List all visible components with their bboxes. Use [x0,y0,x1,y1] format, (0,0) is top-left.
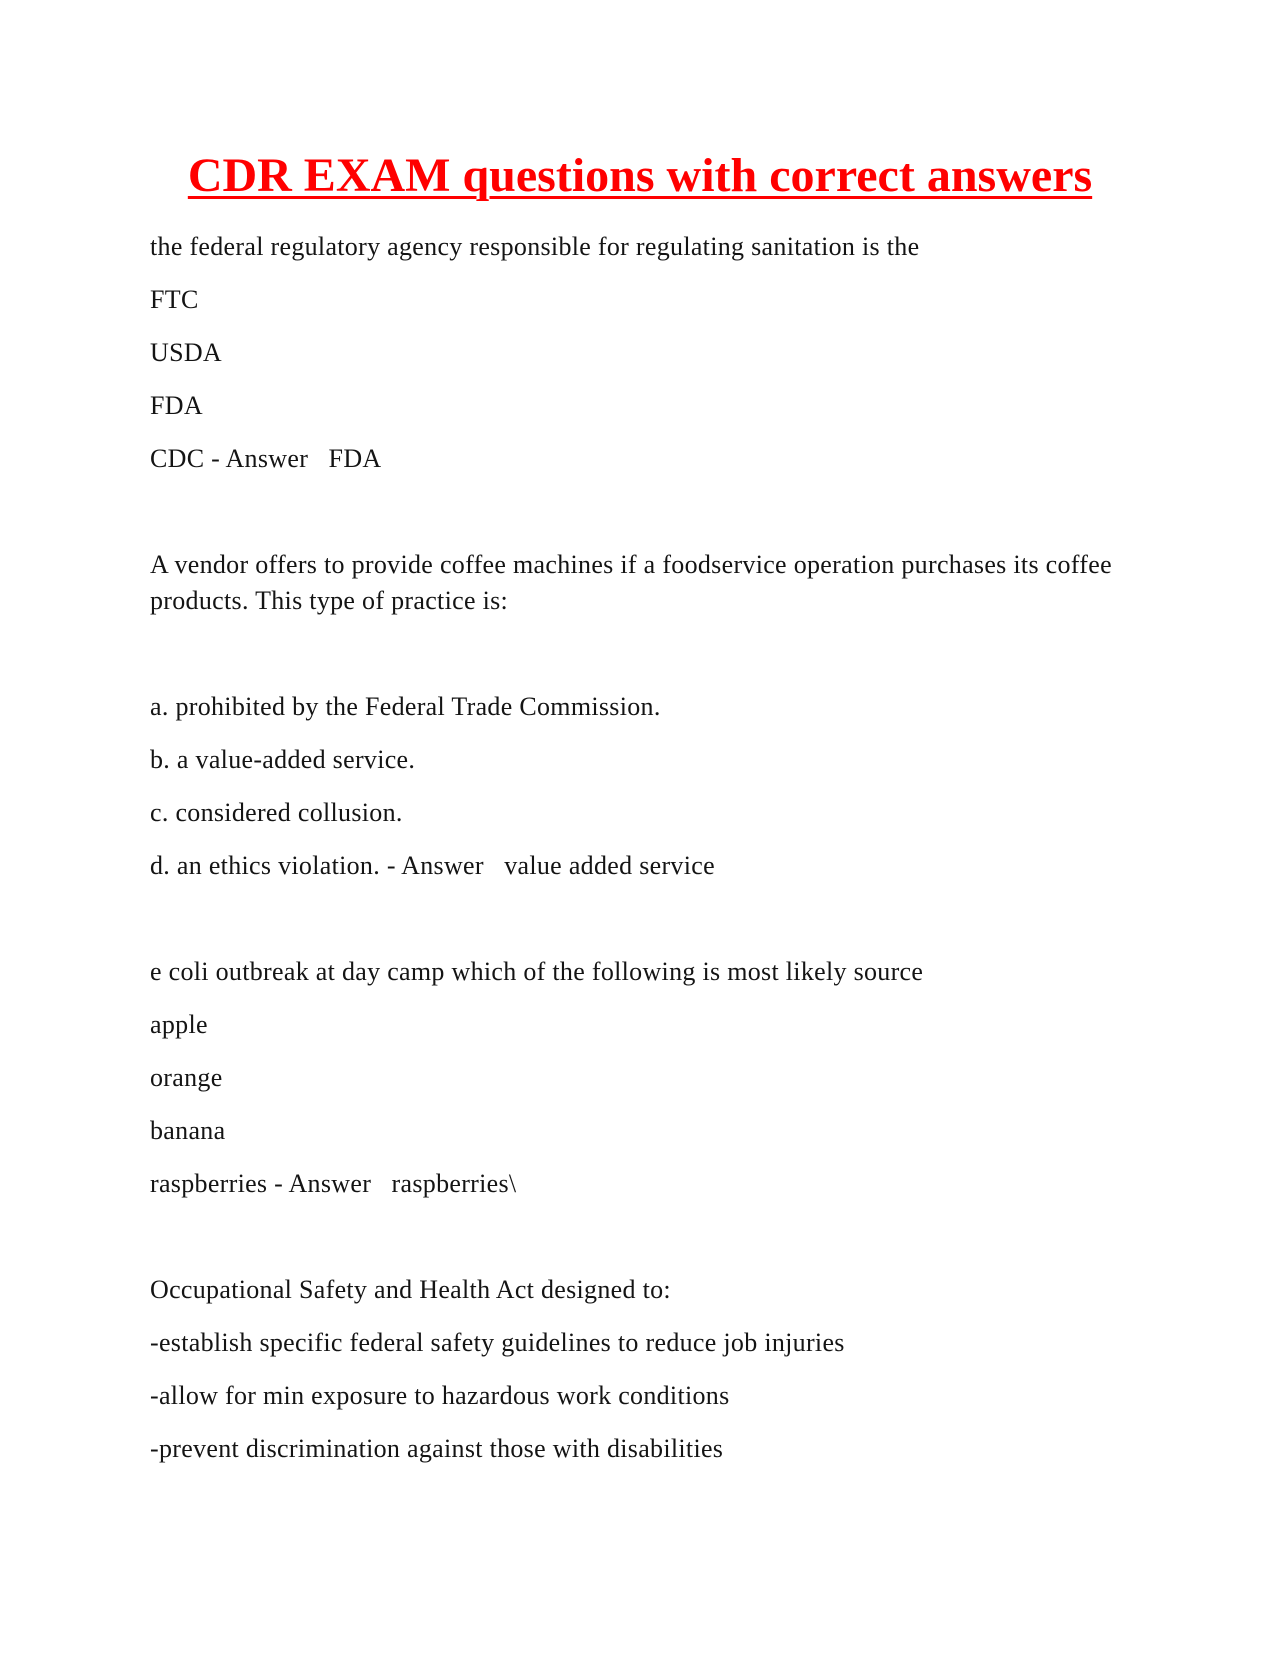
question-3-option: orange [150,1063,223,1092]
question-1-option: FTC [150,285,199,314]
question-4-option: -prevent discrimination against those with disabilities [150,1434,724,1463]
document-body [150,229,1150,1484]
question-3-answer: raspberries - Answer raspberries\ [150,1169,517,1198]
question-4-prompt: Occupational Safety and Health Act designed to: [150,1275,671,1304]
spacer [150,901,1150,954]
spacer [150,494,1150,547]
question-4-option: -allow for min exposure to hazardous work conditions [150,1381,730,1410]
spacer [150,1219,1150,1272]
question-3-prompt: e coli outbreak at day camp which of the following is most likely source [150,957,924,986]
document-title: CDR EXAM questions with correct answers [187,149,1093,202]
question-2-option: c. considered collusion. [150,798,403,827]
question-3-option: apple [150,1010,208,1039]
question-1-prompt: the federal regulatory agency responsible for regulating sanitation is the [150,232,920,261]
question-3-option: banana [150,1116,226,1145]
question-1-option: USDA [150,338,222,367]
question-2-answer: d. an ethics violation. - Answer value added service [150,851,715,880]
question-2-prompt: A vendor offers to provide coffee machines if a foodservice operation purchases its coffee products. This type of practice is: [150,550,1119,615]
question-1-answer: CDC - Answer FDA [150,444,382,473]
spacer [150,636,1150,689]
question-2-option: a. prohibited by the Federal Trade Commission. [150,692,661,721]
question-1-option: FDA [150,391,203,420]
question-2-option: b. a value-added service. [150,745,416,774]
question-4-option: -establish specific federal safety guidelines to reduce job injuries [150,1328,845,1357]
